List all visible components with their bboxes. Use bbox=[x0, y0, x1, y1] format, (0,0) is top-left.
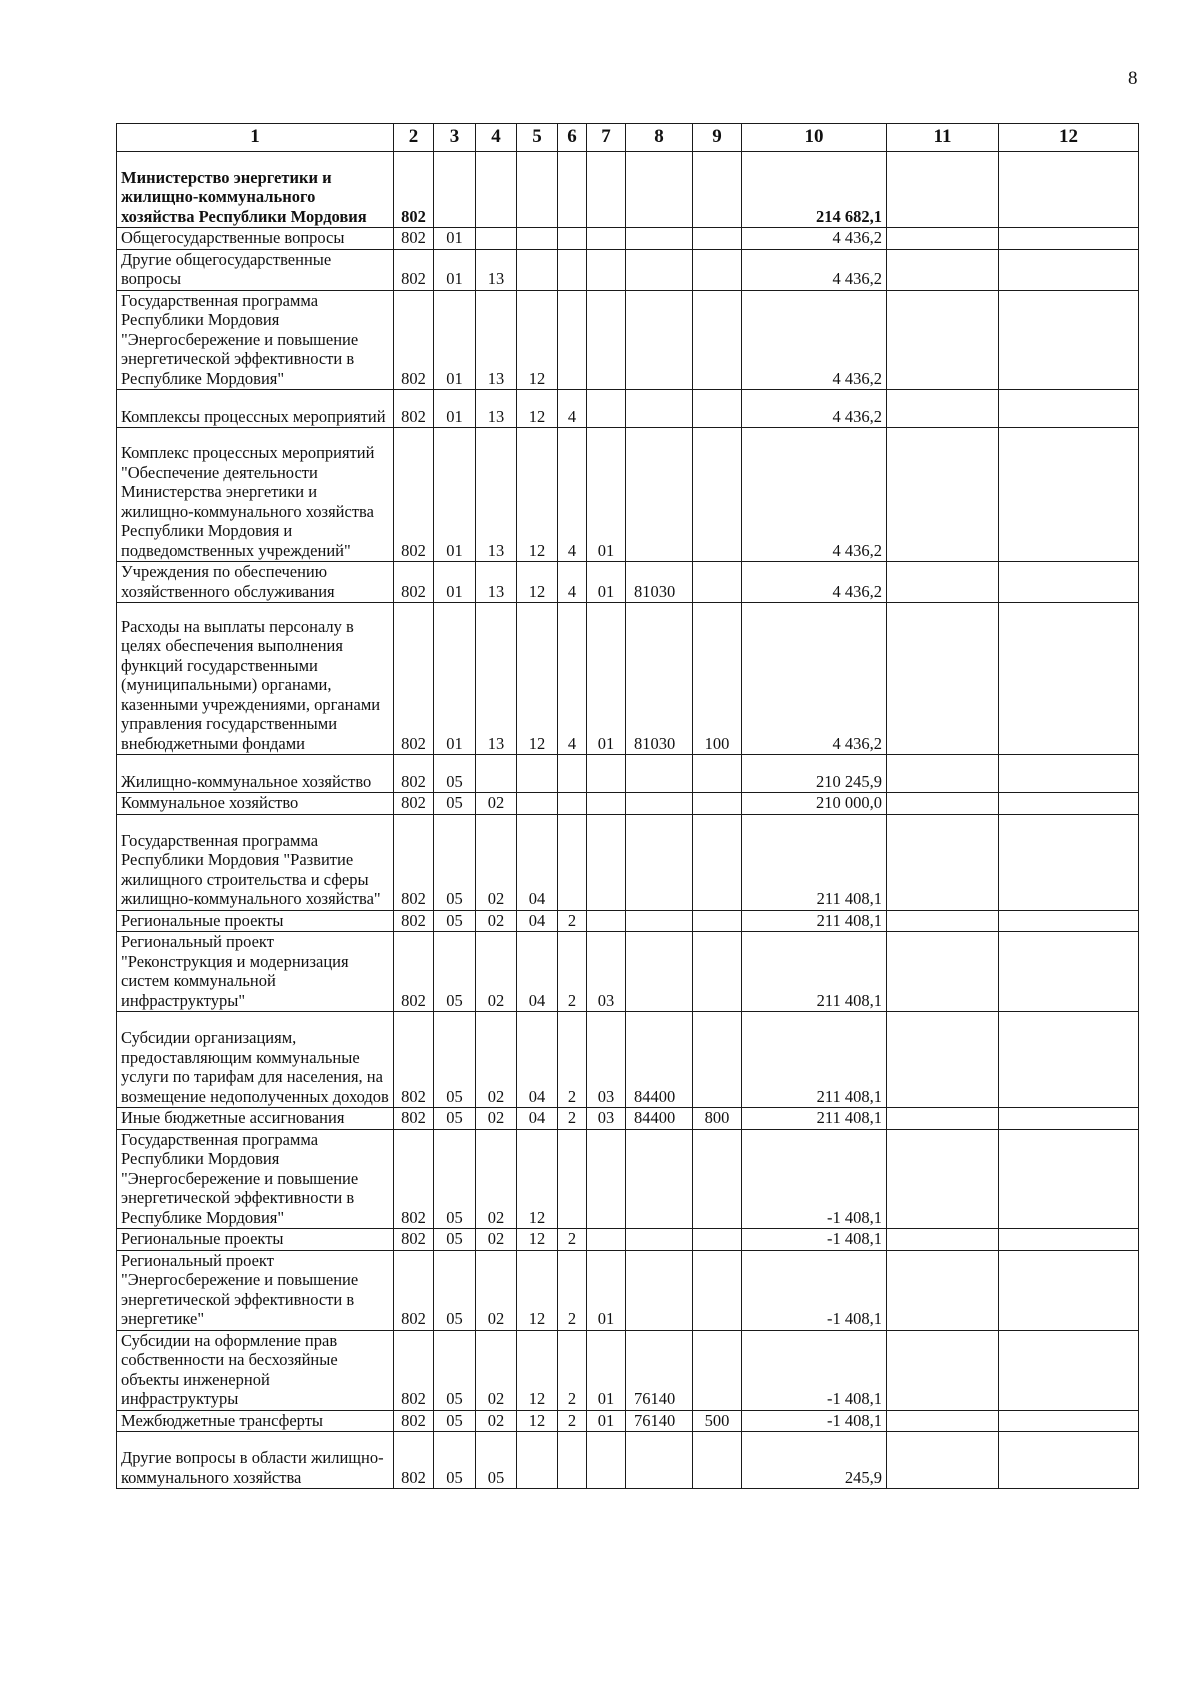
code-structural-element: 03 bbox=[587, 1108, 626, 1130]
column-header: 8 bbox=[626, 124, 693, 152]
code-expense-direction bbox=[626, 428, 693, 562]
row-name: Субсидии организациям, предоставляющим коммунальные услуги по тарифам для населения, на возмещение недополученных доходов bbox=[117, 1012, 394, 1108]
code-subsection: 02 bbox=[476, 1108, 517, 1130]
amount: 245,9 bbox=[742, 1432, 887, 1489]
code-program-type bbox=[558, 290, 587, 390]
code-program: 04 bbox=[517, 910, 558, 932]
code-expense-direction: 76140 bbox=[626, 1330, 693, 1410]
table-header-row bbox=[117, 124, 1139, 152]
code-subsection: 05 bbox=[476, 1432, 517, 1489]
code-structural-element bbox=[587, 910, 626, 932]
column-header: 6 bbox=[558, 124, 587, 152]
cell-col-11 bbox=[887, 932, 999, 1012]
cell-col-11 bbox=[887, 1330, 999, 1410]
code-program bbox=[517, 228, 558, 250]
table-row bbox=[117, 428, 1139, 562]
code-program: 12 bbox=[517, 1129, 558, 1229]
code-expense-direction bbox=[626, 390, 693, 428]
code-subsection bbox=[476, 755, 517, 793]
code-admin: 802 bbox=[394, 1410, 434, 1432]
amount: 210 245,9 bbox=[742, 755, 887, 793]
cell-col-11 bbox=[887, 249, 999, 290]
code-section: 05 bbox=[434, 1012, 476, 1108]
code-expense-type bbox=[693, 228, 742, 250]
table-row bbox=[117, 1432, 1139, 1489]
code-program-type: 4 bbox=[558, 562, 587, 603]
code-admin: 802 bbox=[394, 562, 434, 603]
code-subsection bbox=[476, 228, 517, 250]
amount: 4 436,2 bbox=[742, 390, 887, 428]
cell-col-11 bbox=[887, 390, 999, 428]
code-subsection: 13 bbox=[476, 249, 517, 290]
code-structural-element: 01 bbox=[587, 603, 626, 755]
code-program: 12 bbox=[517, 1330, 558, 1410]
table-row bbox=[117, 249, 1139, 290]
cell-col-12 bbox=[999, 390, 1139, 428]
code-admin: 802 bbox=[394, 152, 434, 228]
cell-col-12 bbox=[999, 755, 1139, 793]
cell-col-12 bbox=[999, 228, 1139, 250]
code-subsection: 02 bbox=[476, 910, 517, 932]
code-structural-element bbox=[587, 755, 626, 793]
cell-col-11 bbox=[887, 1432, 999, 1489]
column-header: 1 bbox=[117, 124, 394, 152]
cell-col-11 bbox=[887, 290, 999, 390]
budget-table bbox=[116, 123, 1139, 1489]
amount: 211 408,1 bbox=[742, 814, 887, 910]
cell-col-12 bbox=[999, 290, 1139, 390]
code-program-type: 2 bbox=[558, 910, 587, 932]
table-row bbox=[117, 390, 1139, 428]
code-structural-element bbox=[587, 1432, 626, 1489]
code-admin: 802 bbox=[394, 1250, 434, 1330]
code-structural-element bbox=[587, 152, 626, 228]
code-expense-type bbox=[693, 932, 742, 1012]
cell-col-11 bbox=[887, 1410, 999, 1432]
code-expense-direction bbox=[626, 932, 693, 1012]
row-name: Региональный проект "Реконструкция и модернизация систем коммунальной инфраструктуры" bbox=[117, 932, 394, 1012]
code-expense-direction: 81030 bbox=[626, 603, 693, 755]
column-header: 12 bbox=[999, 124, 1139, 152]
row-name: Межбюджетные трансферты bbox=[117, 1410, 394, 1432]
cell-col-11 bbox=[887, 1012, 999, 1108]
code-expense-type bbox=[693, 1330, 742, 1410]
code-program-type: 2 bbox=[558, 1330, 587, 1410]
table-row bbox=[117, 290, 1139, 390]
code-program-type: 2 bbox=[558, 1012, 587, 1108]
table-row bbox=[117, 1410, 1139, 1432]
column-header: 5 bbox=[517, 124, 558, 152]
cell-col-12 bbox=[999, 1229, 1139, 1251]
code-structural-element: 01 bbox=[587, 1410, 626, 1432]
code-structural-element: 03 bbox=[587, 932, 626, 1012]
code-expense-direction: 84400 bbox=[626, 1108, 693, 1130]
cell-col-12 bbox=[999, 814, 1139, 910]
cell-col-11 bbox=[887, 1108, 999, 1130]
amount: 4 436,2 bbox=[742, 562, 887, 603]
code-program-type: 2 bbox=[558, 1108, 587, 1130]
column-header: 7 bbox=[587, 124, 626, 152]
code-program bbox=[517, 755, 558, 793]
code-program: 04 bbox=[517, 1108, 558, 1130]
code-subsection: 13 bbox=[476, 603, 517, 755]
page-number: 8 bbox=[1128, 68, 1138, 89]
code-program bbox=[517, 793, 558, 815]
code-program: 12 bbox=[517, 562, 558, 603]
cell-col-12 bbox=[999, 1012, 1139, 1108]
amount: 4 436,2 bbox=[742, 428, 887, 562]
amount: 4 436,2 bbox=[742, 290, 887, 390]
column-header: 2 bbox=[394, 124, 434, 152]
code-admin: 802 bbox=[394, 910, 434, 932]
code-program-type bbox=[558, 152, 587, 228]
code-section: 05 bbox=[434, 814, 476, 910]
code-admin: 802 bbox=[394, 1229, 434, 1251]
amount: -1 408,1 bbox=[742, 1410, 887, 1432]
code-subsection: 02 bbox=[476, 814, 517, 910]
column-header: 4 bbox=[476, 124, 517, 152]
code-admin: 802 bbox=[394, 428, 434, 562]
code-section: 05 bbox=[434, 1410, 476, 1432]
code-program: 12 bbox=[517, 603, 558, 755]
code-section: 01 bbox=[434, 428, 476, 562]
cell-col-11 bbox=[887, 603, 999, 755]
code-subsection: 02 bbox=[476, 932, 517, 1012]
code-section: 05 bbox=[434, 1108, 476, 1130]
code-subsection: 02 bbox=[476, 1229, 517, 1251]
cell-col-11 bbox=[887, 228, 999, 250]
code-structural-element: 01 bbox=[587, 1250, 626, 1330]
code-structural-element bbox=[587, 1129, 626, 1229]
code-expense-direction bbox=[626, 910, 693, 932]
code-structural-element: 01 bbox=[587, 428, 626, 562]
code-subsection: 02 bbox=[476, 1330, 517, 1410]
table-row bbox=[117, 228, 1139, 250]
amount: 4 436,2 bbox=[742, 603, 887, 755]
code-expense-direction bbox=[626, 228, 693, 250]
code-expense-type bbox=[693, 1250, 742, 1330]
code-section: 01 bbox=[434, 290, 476, 390]
code-expense-direction bbox=[626, 1229, 693, 1251]
table-row bbox=[117, 1330, 1139, 1410]
code-expense-direction: 76140 bbox=[626, 1410, 693, 1432]
amount: 210 000,0 bbox=[742, 793, 887, 815]
row-name: Региональный проект "Энергосбережение и повышение энергетической эффективности в энергетике" bbox=[117, 1250, 394, 1330]
amount: 211 408,1 bbox=[742, 1108, 887, 1130]
code-subsection: 02 bbox=[476, 1012, 517, 1108]
amount: 4 436,2 bbox=[742, 249, 887, 290]
code-expense-direction bbox=[626, 1129, 693, 1229]
code-section: 05 bbox=[434, 910, 476, 932]
cell-col-12 bbox=[999, 562, 1139, 603]
cell-col-12 bbox=[999, 1108, 1139, 1130]
row-name: Общегосударственные вопросы bbox=[117, 228, 394, 250]
code-section: 05 bbox=[434, 1250, 476, 1330]
cell-col-12 bbox=[999, 428, 1139, 562]
row-name: Расходы на выплаты персоналу в целях обеспечения выполнения функций государственными (муниципальными) органами, казенными учреждениями, органами управления государственными внебюджетными фондами bbox=[117, 603, 394, 755]
amount: -1 408,1 bbox=[742, 1129, 887, 1229]
code-admin: 802 bbox=[394, 249, 434, 290]
code-expense-type bbox=[693, 390, 742, 428]
code-expense-direction bbox=[626, 814, 693, 910]
column-header: 3 bbox=[434, 124, 476, 152]
code-section: 01 bbox=[434, 390, 476, 428]
code-program-type: 4 bbox=[558, 428, 587, 562]
code-section: 05 bbox=[434, 1229, 476, 1251]
row-name: Министерство энергетики и жилищно-коммунального хозяйства Республики Мордовия bbox=[117, 152, 394, 228]
code-section: 01 bbox=[434, 603, 476, 755]
code-program: 12 bbox=[517, 390, 558, 428]
code-expense-direction: 84400 bbox=[626, 1012, 693, 1108]
code-subsection: 13 bbox=[476, 562, 517, 603]
amount: -1 408,1 bbox=[742, 1229, 887, 1251]
code-expense-type bbox=[693, 1129, 742, 1229]
code-subsection: 13 bbox=[476, 390, 517, 428]
code-structural-element bbox=[587, 814, 626, 910]
code-admin: 802 bbox=[394, 1432, 434, 1489]
amount: 4 436,2 bbox=[742, 228, 887, 250]
code-program-type: 4 bbox=[558, 390, 587, 428]
code-section: 01 bbox=[434, 562, 476, 603]
row-name: Региональные проекты bbox=[117, 910, 394, 932]
code-admin: 802 bbox=[394, 932, 434, 1012]
code-subsection: 13 bbox=[476, 290, 517, 390]
code-expense-type bbox=[693, 249, 742, 290]
row-name: Другие общегосударственные вопросы bbox=[117, 249, 394, 290]
table-row bbox=[117, 1012, 1139, 1108]
code-expense-type bbox=[693, 1012, 742, 1108]
column-header: 11 bbox=[887, 124, 999, 152]
row-name: Комплексы процессных мероприятий bbox=[117, 390, 394, 428]
code-section: 05 bbox=[434, 1129, 476, 1229]
code-structural-element bbox=[587, 249, 626, 290]
code-section: 01 bbox=[434, 249, 476, 290]
table-row bbox=[117, 932, 1139, 1012]
code-section: 01 bbox=[434, 228, 476, 250]
code-program-type: 4 bbox=[558, 603, 587, 755]
row-name: Коммунальное хозяйство bbox=[117, 793, 394, 815]
code-expense-direction bbox=[626, 290, 693, 390]
cell-col-12 bbox=[999, 152, 1139, 228]
column-header: 9 bbox=[693, 124, 742, 152]
code-section: 05 bbox=[434, 1330, 476, 1410]
code-program: 12 bbox=[517, 1250, 558, 1330]
cell-col-12 bbox=[999, 603, 1139, 755]
code-program-type bbox=[558, 755, 587, 793]
code-program-type: 2 bbox=[558, 1250, 587, 1330]
code-structural-element: 01 bbox=[587, 1330, 626, 1410]
cell-col-12 bbox=[999, 1330, 1139, 1410]
code-program: 04 bbox=[517, 932, 558, 1012]
code-program bbox=[517, 152, 558, 228]
code-program: 12 bbox=[517, 428, 558, 562]
amount: 214 682,1 bbox=[742, 152, 887, 228]
code-section: 05 bbox=[434, 793, 476, 815]
code-admin: 802 bbox=[394, 1129, 434, 1229]
cell-col-11 bbox=[887, 1129, 999, 1229]
row-name: Комплекс процессных мероприятий "Обеспечение деятельности Министерства энергетики и жилищно-коммунального хозяйства Республики Мордовия и подведомственных учреждений" bbox=[117, 428, 394, 562]
code-program: 12 bbox=[517, 1229, 558, 1251]
code-structural-element: 01 bbox=[587, 562, 626, 603]
code-expense-type bbox=[693, 755, 742, 793]
cell-col-11 bbox=[887, 793, 999, 815]
cell-col-11 bbox=[887, 755, 999, 793]
code-subsection: 02 bbox=[476, 1250, 517, 1330]
code-section: 05 bbox=[434, 932, 476, 1012]
code-expense-direction bbox=[626, 249, 693, 290]
code-section: 05 bbox=[434, 755, 476, 793]
cell-col-11 bbox=[887, 152, 999, 228]
table-row bbox=[117, 152, 1139, 228]
table-row bbox=[117, 1229, 1139, 1251]
code-subsection: 02 bbox=[476, 793, 517, 815]
code-expense-type bbox=[693, 562, 742, 603]
code-structural-element bbox=[587, 793, 626, 815]
code-expense-direction bbox=[626, 1432, 693, 1489]
code-expense-type bbox=[693, 290, 742, 390]
code-structural-element: 03 bbox=[587, 1012, 626, 1108]
cell-col-11 bbox=[887, 1229, 999, 1251]
cell-col-12 bbox=[999, 1129, 1139, 1229]
code-expense-type bbox=[693, 910, 742, 932]
column-header: 10 bbox=[742, 124, 887, 152]
row-name: Учреждения по обеспечению хозяйственного обслуживания bbox=[117, 562, 394, 603]
cell-col-12 bbox=[999, 910, 1139, 932]
code-expense-type: 800 bbox=[693, 1108, 742, 1130]
code-structural-element bbox=[587, 390, 626, 428]
code-program-type bbox=[558, 228, 587, 250]
code-expense-type: 100 bbox=[693, 603, 742, 755]
code-program bbox=[517, 1432, 558, 1489]
code-expense-type bbox=[693, 1432, 742, 1489]
cell-col-12 bbox=[999, 249, 1139, 290]
cell-col-12 bbox=[999, 932, 1139, 1012]
code-program: 12 bbox=[517, 290, 558, 390]
code-admin: 802 bbox=[394, 390, 434, 428]
code-program-type: 2 bbox=[558, 932, 587, 1012]
code-expense-type bbox=[693, 428, 742, 562]
table-row bbox=[117, 793, 1139, 815]
code-structural-element bbox=[587, 1229, 626, 1251]
code-structural-element bbox=[587, 228, 626, 250]
row-name: Государственная программа Республики Мордовия "Энергосбережение и повышение энергетической эффективности в Республике Мордовия" bbox=[117, 290, 394, 390]
table-row bbox=[117, 814, 1139, 910]
code-expense-direction bbox=[626, 1250, 693, 1330]
row-name: Иные бюджетные ассигнования bbox=[117, 1108, 394, 1130]
cell-col-12 bbox=[999, 1250, 1139, 1330]
table-row bbox=[117, 910, 1139, 932]
code-expense-type bbox=[693, 152, 742, 228]
amount: 211 408,1 bbox=[742, 1012, 887, 1108]
code-expense-direction bbox=[626, 152, 693, 228]
code-program: 04 bbox=[517, 1012, 558, 1108]
code-admin: 802 bbox=[394, 755, 434, 793]
row-name: Государственная программа Республики Мордовия "Развитие жилищного строительства и сферы жилищно-коммунального хозяйства" bbox=[117, 814, 394, 910]
cell-col-12 bbox=[999, 1410, 1139, 1432]
table-row bbox=[117, 1250, 1139, 1330]
code-program: 04 bbox=[517, 814, 558, 910]
code-admin: 802 bbox=[394, 1108, 434, 1130]
code-subsection: 02 bbox=[476, 1129, 517, 1229]
cell-col-11 bbox=[887, 910, 999, 932]
table-row bbox=[117, 562, 1139, 603]
code-program-type bbox=[558, 1432, 587, 1489]
code-admin: 802 bbox=[394, 290, 434, 390]
amount: 211 408,1 bbox=[742, 910, 887, 932]
code-expense-type bbox=[693, 1229, 742, 1251]
code-subsection: 13 bbox=[476, 428, 517, 562]
code-section bbox=[434, 152, 476, 228]
code-expense-direction bbox=[626, 755, 693, 793]
code-subsection: 02 bbox=[476, 1410, 517, 1432]
amount: -1 408,1 bbox=[742, 1330, 887, 1410]
row-name: Государственная программа Республики Мордовия "Энергосбережение и повышение энергетической эффективности в Республике Мордовия" bbox=[117, 1129, 394, 1229]
code-expense-type: 500 bbox=[693, 1410, 742, 1432]
code-expense-type bbox=[693, 814, 742, 910]
code-admin: 802 bbox=[394, 793, 434, 815]
code-admin: 802 bbox=[394, 603, 434, 755]
code-expense-direction bbox=[626, 793, 693, 815]
code-program-type bbox=[558, 249, 587, 290]
code-program-type: 2 bbox=[558, 1229, 587, 1251]
cell-col-12 bbox=[999, 793, 1139, 815]
code-program-type bbox=[558, 814, 587, 910]
code-subsection bbox=[476, 152, 517, 228]
code-expense-direction: 81030 bbox=[626, 562, 693, 603]
table-row bbox=[117, 603, 1139, 755]
cell-col-11 bbox=[887, 1250, 999, 1330]
cell-col-11 bbox=[887, 814, 999, 910]
table-row bbox=[117, 755, 1139, 793]
table-row bbox=[117, 1129, 1139, 1229]
code-program bbox=[517, 249, 558, 290]
code-admin: 802 bbox=[394, 814, 434, 910]
row-name: Жилищно-коммунальное хозяйство bbox=[117, 755, 394, 793]
code-admin: 802 bbox=[394, 228, 434, 250]
cell-col-11 bbox=[887, 562, 999, 603]
table-row bbox=[117, 1108, 1139, 1130]
code-expense-type bbox=[693, 793, 742, 815]
cell-col-12 bbox=[999, 1432, 1139, 1489]
cell-col-11 bbox=[887, 428, 999, 562]
code-structural-element bbox=[587, 290, 626, 390]
code-program-type bbox=[558, 1129, 587, 1229]
code-program-type: 2 bbox=[558, 1410, 587, 1432]
code-program: 12 bbox=[517, 1410, 558, 1432]
code-program-type bbox=[558, 793, 587, 815]
amount: 211 408,1 bbox=[742, 932, 887, 1012]
code-admin: 802 bbox=[394, 1330, 434, 1410]
table-body bbox=[117, 152, 1139, 1489]
row-name: Региональные проекты bbox=[117, 1229, 394, 1251]
code-section: 05 bbox=[434, 1432, 476, 1489]
code-admin: 802 bbox=[394, 1012, 434, 1108]
row-name: Другие вопросы в области жилищно-коммунального хозяйства bbox=[117, 1432, 394, 1489]
amount: -1 408,1 bbox=[742, 1250, 887, 1330]
row-name: Субсидии на оформление прав собственности на бесхозяйные объекты инженерной инфраструктуры bbox=[117, 1330, 394, 1410]
